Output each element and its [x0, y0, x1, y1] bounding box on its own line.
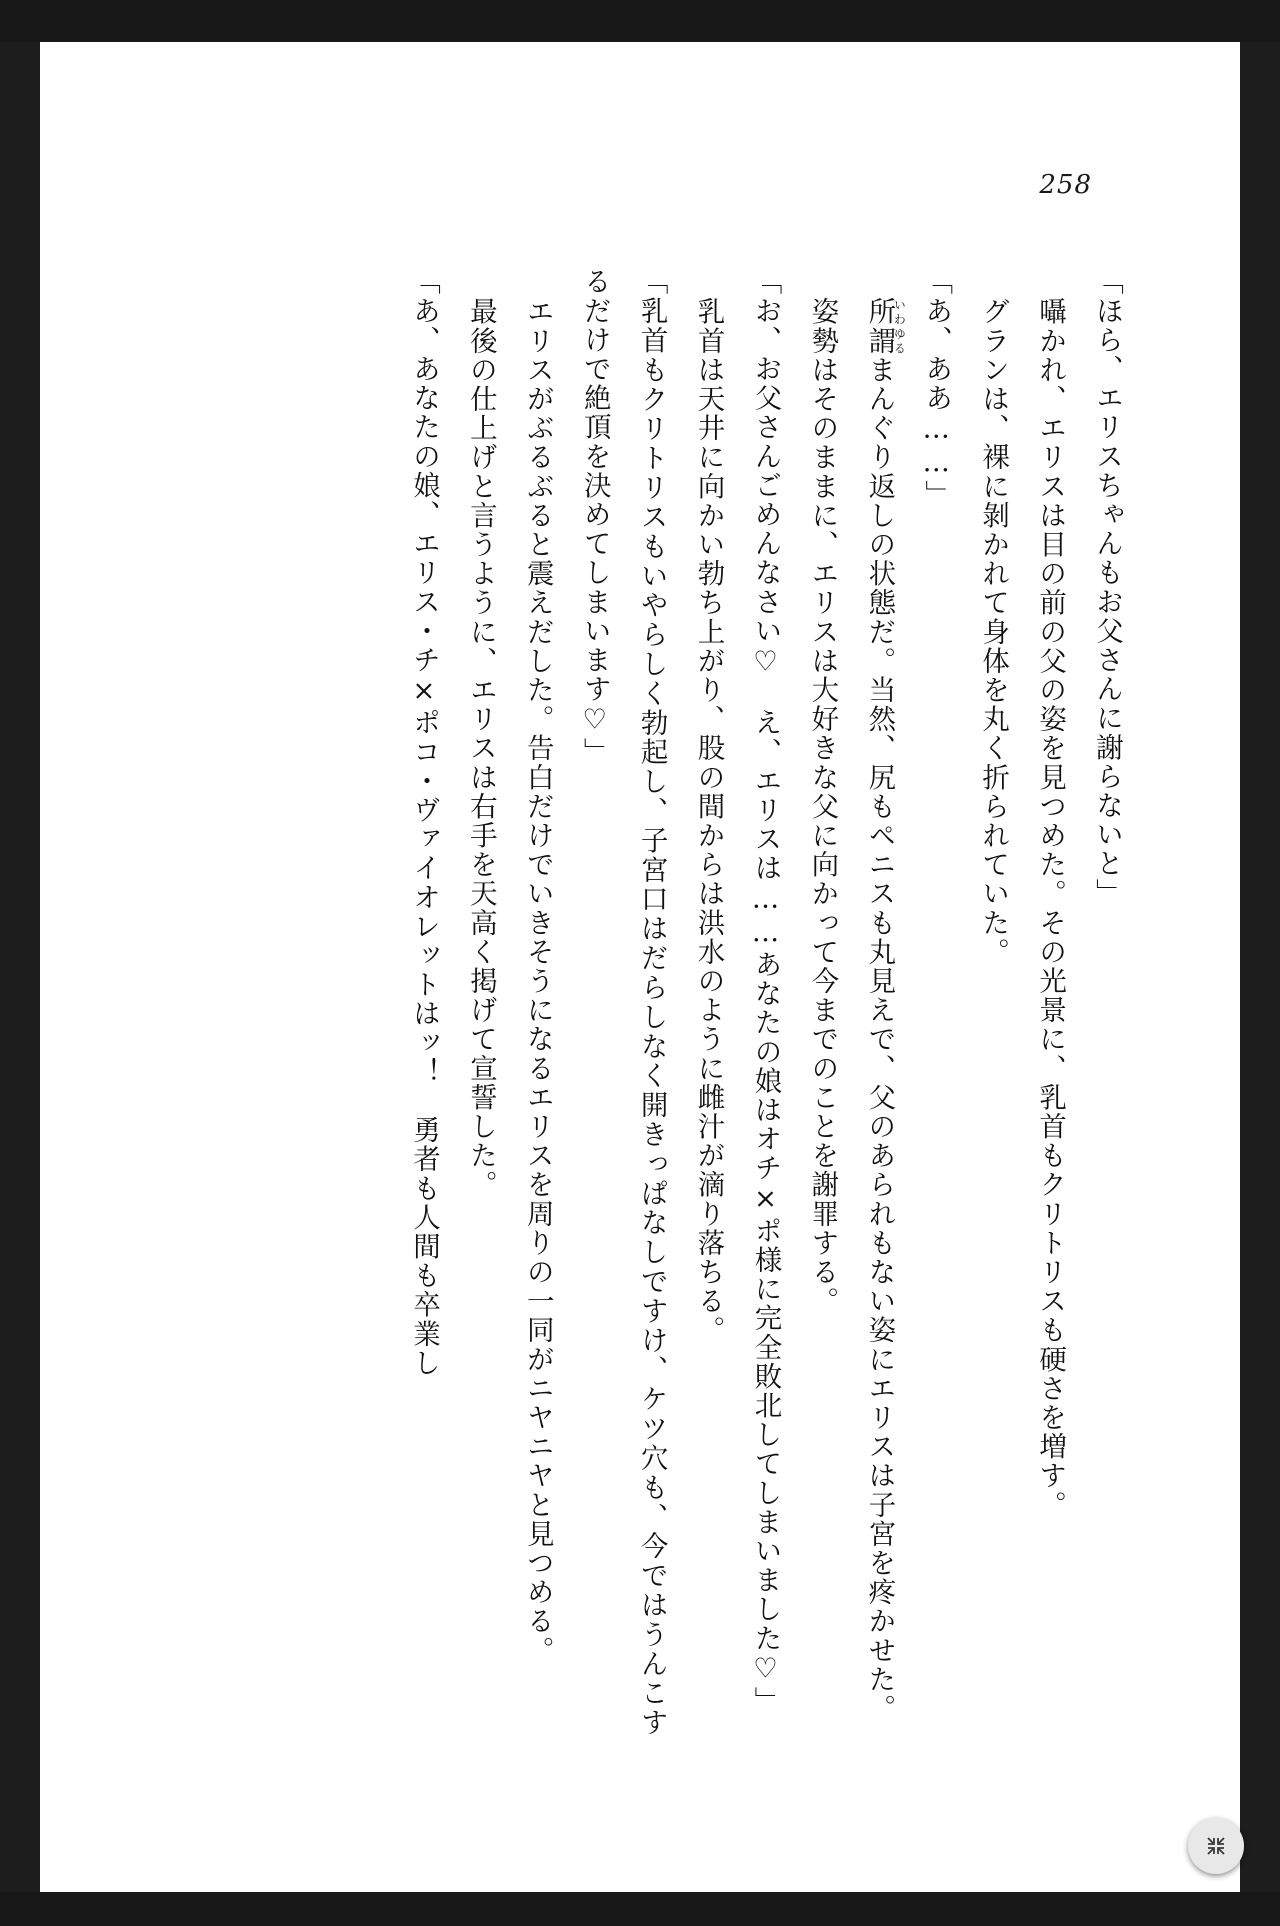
paragraph: 「お、お父さんごめんなさい♡ え、エリスは……あなたの娘はオチ×ポ様に完全敗北してしまいました♡」	[749, 267, 782, 1716]
paragraph: 囁かれ、エリスは目の前の父の姿を見つめた。その光景に、乳首もクリトリスも硬さを増す。	[1034, 297, 1067, 1520]
paragraph: 「あ、ああ……」	[920, 267, 953, 509]
paragraph: 姿勢はそのままに、エリスは大好きな父に向かって今までのことを謝罪する。	[806, 297, 839, 1316]
reader-bottom-bar	[0, 1892, 1280, 1926]
page-number: 258	[1039, 170, 1092, 200]
paragraph: 「乳首もクリトリスもいやらしく勃起し、子宮口はだらしなく開きっぱなしですけ、ケツ穴も、今ではうんこするだけで絶頂を決めてしまいます♡」	[578, 267, 668, 1737]
reader-top-bar	[0, 0, 1280, 42]
paragraph: 最後の仕上げと言うように、エリスは右手を天高く掲げて宣誓した。	[464, 297, 497, 1200]
paragraph: 「ほら、エリスちゃんもお父さんに謝らないと」	[1091, 267, 1123, 908]
page-text-body	[160, 267, 1135, 1737]
paragraph: エリスがぶるぶると震えだした。告白だけでいきそうになるエリスを周りの一同がニヤニヤと見つめる。	[521, 297, 554, 1665]
book-page	[40, 42, 1240, 1892]
paragraph: グランは、裸に剝かれて身体を丸く折られていた。	[977, 297, 1010, 967]
fullscreen-collapse-icon[interactable]	[1188, 1818, 1244, 1874]
paragraph: 所謂いわゆるまんぐり返しの状態だ。当然、尻もペニスも丸見えで、父のあられもない姿にエリスは子宮を疼かせた。	[863, 297, 907, 1723]
paragraph: 「あ、あなたの娘、エリス・チ×ポコ・ヴァイオレットはッ！ 勇者も人間も卒業し	[407, 267, 440, 1378]
paragraph: 乳首は天井に向かい勃ち上がり、股の間からは洪水のように雌汁が滴り落ちる。	[692, 297, 725, 1345]
